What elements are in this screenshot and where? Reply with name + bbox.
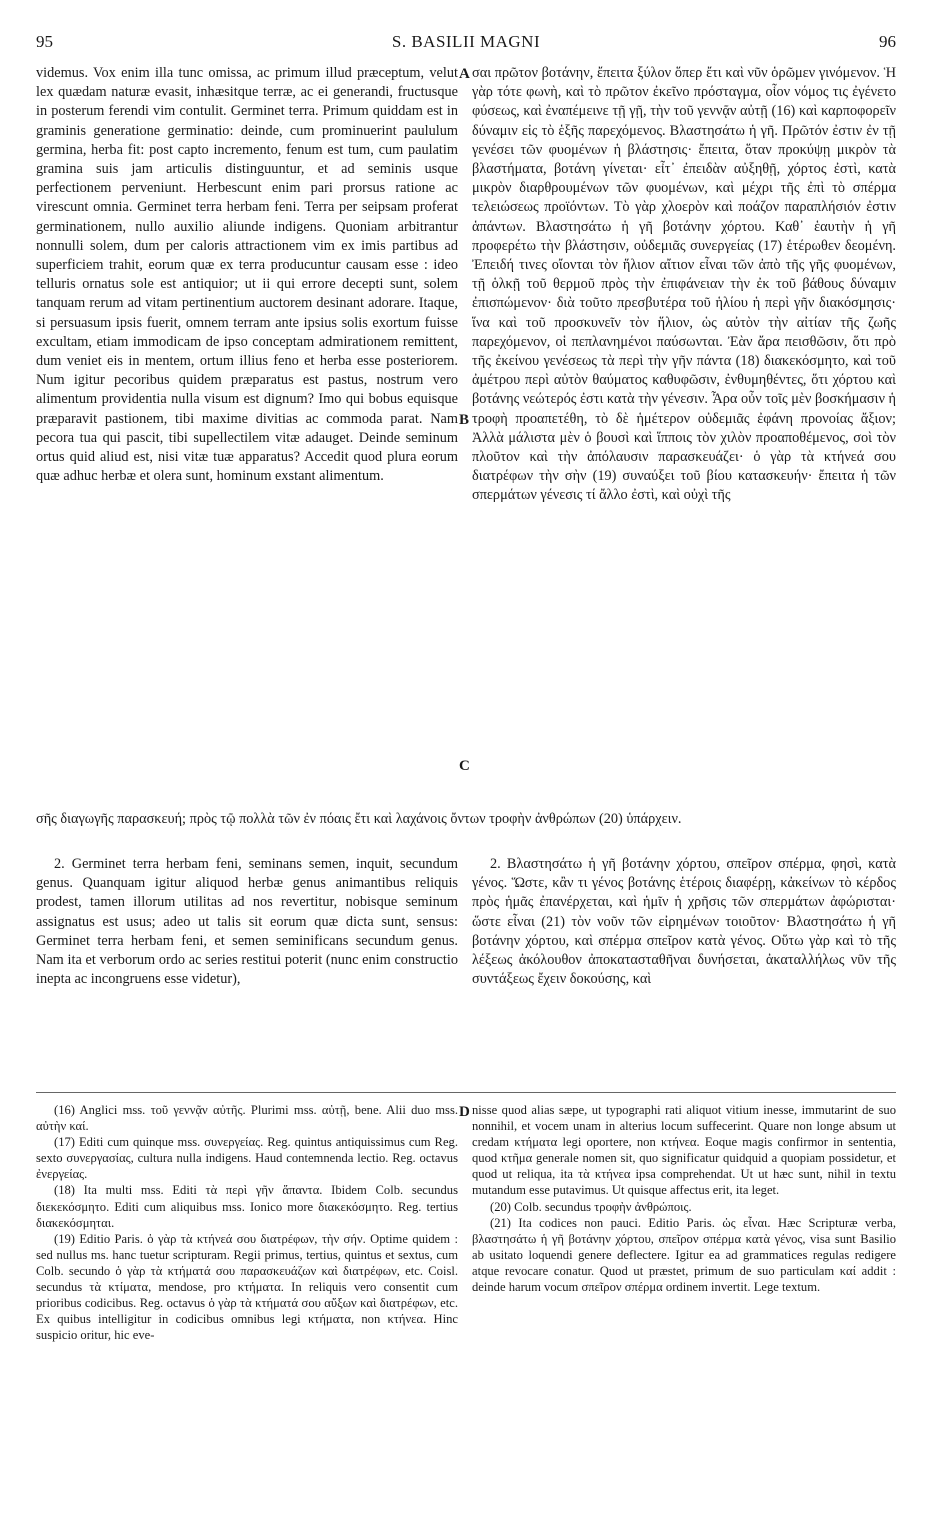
footnote-20: (20) Colb. secundus τροφὴν ἀνθρώποις. bbox=[490, 1199, 692, 1214]
latin-main-text: videmus. Vox enim illa tunc omissa, ac primum illud præceptum, velut lex quædam naturæ evasit, inhæsitque terræ, ac ei generandi, fructusque in posterum ferendi vim contulit. Germinet terra. Primum quiddam est in graminis generatione germinatio: deinde, cum prominuerint paululum germina, herba fit: post capto incremento, fenum est tum, cum paulatim gramina suis jam articulis distinguuntur, et ad seminis usque perfectionem perveniunt. Herbescunt enim pari prorsus ratione ac virescunt omnia. Germinet terra herbam feni. Terra per seipsam proferat germinationem, nullo auxilio aliunde indigens. Quoniam arbitrantur nonnulli solem, dum per caloris attractionem vim ex imis partibus ad superficiem trahit, eorum quæ ex terra producuntur causam esse : ideo telluris ornatus sole est antiquior; ut ii qui errore decepti sunt, solem tanquam rerum ad vitam pertinentium auctorem desinant adorare. Itaque, si persuasum ipsis fuerit, omnem terram ante ipsius solis exortum fuisse excultam, etiam immodicam de ipso conceptam admirationem remittent, dum veniet eis in mentem, ortum illius feno et herba esse posteriorem. Num igitur pecoribus quidem præparatus est pastus, nostrum vero alimentum providentia nulla visum est dignum? Imo qui bobus equisque præparavit pastionem, tibi maxime divitias ac commoda parat. Nam pecora tua qui pascit, tibi supellectilem vitæ adauget. Deinde seminum ortus quid aliud est, nisi vitæ tuæ apparatus? Accedit quod plura eorum quæ adhuc herbæ et olera sunt, hominum exstant alimentum. bbox=[36, 65, 458, 485]
margin-letter-b: B bbox=[459, 412, 470, 428]
page-number-left: 95 bbox=[36, 32, 53, 51]
footnote-19-continued: nisse quod alias sæpe, ut typographi rati aliquot vitium inesse, immutarint de suo nonnihil, et vocem unam in alterius locum suffecerint. Quare non longe absum ut credam κτήματα legi oportere, non κτήνεα. Eoque magis confirmor in sententia, quod κτῆμα generale nomen sit, quo significatur quidquid a quopiam possidetur, et quod ut reliqua, ita τὰ κτήνεα ipsa comprehendat. Ut ut hæc sunt, nihil in textu mutandum esse putavimus. Ut quisque affectus erit, ita leget. bbox=[472, 1103, 896, 1198]
margin-letter-c: C bbox=[459, 758, 470, 774]
footnote-17: (17) Editi cum quinque mss. συνεργείας. Reg. quintus antiquissimus cum Reg. sexto συνεργασίας, cultura nulla indigens. Haud contemnenda lectio. Reg. octavus ἐνεργείας. bbox=[36, 1135, 458, 1182]
page-number-right: 96 bbox=[879, 32, 896, 51]
footnote-18: (18) Ita multi mss. Editi τὰ περὶ γῆν ἅπαντα. Ibidem Colb. secundus διεκεκόσμητο. Editi cum aliquibus mss. Ionico more διακεκόσμητο. Reg. tertius διακεκόσμηται. bbox=[36, 1183, 458, 1230]
footnote-16: (16) Anglici mss. τοῦ γεννᾷν αὐτῆς. Plurimi mss. αὐτῇ, bene. Alii duo mss. αὐτὴν καί. bbox=[36, 1103, 458, 1134]
greek-continuation bbox=[36, 810, 896, 829]
greek-column-main bbox=[472, 64, 896, 506]
notes-divider bbox=[36, 1092, 896, 1093]
footnotes-left bbox=[36, 1102, 458, 1343]
latin-section-2-text: 2. Germinet terra herbam feni, seminans semen, inquit, secundum genus. Quanquam igitur aliquod herbæ genus animantibus reliquis prodest, tamen illorum utilitas ad nos revertitur, nobisque seminum assignatus est usus; adeo ut talis sit eorum quæ dicta sunt, sensus: Germinet terra herbam feni, et semen seminificans secundum genus. Nam ita et verborum ordo ac series restitui poterit (nunc enim constructio inepta ac incongruens esse videtur), bbox=[36, 856, 458, 988]
greek-continuation-text: σῆς διαγωγῆς παρασκευή; πρὸς τῷ πολλὰ τῶν ἐν πόαις ἔτι καὶ λαχάνοις ὄντων τροφὴν ἀνθρώπων (20) ὑπάρχειν. bbox=[36, 811, 682, 827]
greek-section-2-text: 2. Βλαστησάτω ἡ γῆ βοτάνην χόρτου, σπεῖρον σπέρμα, φησὶ, κατὰ γένος. Ὥστε, κἂν τι γένος βοτάνης ἑτέροις διαφέρῃ, κἀκείνων τὸ κέρδος πρὸς ἡμᾶς ἐπανέρχεται, καὶ ἡμῖν ἡ χρῆσις τῶν σπερμάτων ἀφώρισται· ὥστε εἶναι (21) τὸν νοῦν τῶν εἰρημένων τοιοῦτον· Βλαστησάτω ἡ γῆ βοτάνην χόρτου, καὶ σπέρμα σπεῖρον κατὰ γένος. Οὕτω γὰρ καὶ τὸ τῆς λέξεως ἀκόλουθον ἀποκατασταθῆναι δυνήσεται, ἀκαταλλήλως νῦν τῆς συντάξεως ἔχειν δοκούσης, καὶ bbox=[472, 856, 896, 988]
greek-main-text: σαι πρῶτον βοτάνην, ἔπειτα ξύλον ὅπερ ἔτι καὶ νῦν ὁρῶμεν γινόμενον. Ἡ γὰρ τότε φωνὴ, καὶ τὸ πρῶτον ἐκεῖνο πρόσταγμα, οἷον νόμος τις ἐγένετο φύσεως, καὶ ἐναπέμεινε τῇ γῇ, τὴν τοῦ γεννᾷν αὐτῇ (16) καὶ καρποφορεῖν δύναμιν εἰς τὸ ἑξῆς παρεχόμενος. Βλαστησάτω ἡ γῆ. Πρῶτόν ἐστιν ἐν τῇ γενέσει τῶν φυομένων ἡ βλάστησις· ἔπειτα, ὅταν προκύψῃ μικρὸν τὰ βλαστήματα, βοτάνη γίνεται· εἶτ᾽ ἐπειδὰν αὐξηθῇ, χόρτος ἐστὶ, κατὰ μικρὸν διαρθρουμένων τῶν φυομένων, καὶ μέχρι τῆς ἐπὶ τὸ σπέρμα τελειώσεως προϊόντων. Τὸ γὰρ χλοερὸν καὶ ποάζον παραπλήσιόν ἐστιν ἁπάντων. Βλαστησάτω ἡ γῆ βοτάνην χόρτου. Καθ᾽ ἑαυτὴν ἡ γῆ προφερέτω τὴν βλάστησιν, οὐδεμιᾶς συνεργείας (17) ἑτέρωθεν δεομένη. Ἐπειδή τινες οἴονται τὸν ἥλιον αἴτιον εἶναι τῶν ἀπὸ τῆς γῆς φυομένων, τῇ ὁλκῇ τοῦ θερμοῦ πρὸς τὴν ἐπιφάνειαν τὴν ἐκ τοῦ βάθους δύναμιν ἐπισπώμενον· διὰ τοῦτο πρεσβυτέρα τοῦ ἡλίου ἡ περὶ γῆν διακόσμησις· ἵνα καὶ τοῦ προσκυνεῖν τὸν ἥλιον, ὡς αὐτὸν τὴν αἰτίαν τῆς ζωῆς παρεχόμενον, οἱ πεπλανημένοι παύσωνται. Ἐὰν ἄρα πεισθῶσιν, ὅτι πρὸ τῆς ἐκείνου γενέσεως τὰ περὶ τὴν γῆν πάντα (18) διακεκόσμητο, καὶ τοῦ ἀμέτρου περὶ αὐτὸν θαύματος καθυφῶσιν, ἐνθυμηθέντες, ὅτι χόρτου καὶ βοτάνης νεώτερός ἐστι κατὰ τὴν γένεσιν. Ἆρα οὖν τοῖς μὲν βοσκήμασιν ἡ τροφὴ προαπετέθη, τὸ δὲ ἡμέτερον οὐδεμιᾶς ἐφάνη προνοίας ἄξιον; Ἀλλὰ μάλιστα μὲν ὁ βουσὶ καὶ ἵπποις τὸν χιλὸν προαποθέμενος, σοὶ τὸν πλοῦτον καὶ τὴν ἀπόλαυσιν παρασκευάζει· ὁ γὰρ τὰ κτήνεά σου διατρέφων τὴν σὴν (19) συναύξει τοῦ βίου κατασκευήν· ἔπειτα ἡ τῶν σπερμάτων γένεσις τί ἄλλο ἐστὶ, καὶ οὐχὶ τῆς bbox=[472, 65, 896, 504]
page-header bbox=[36, 32, 896, 58]
greek-section-2 bbox=[472, 855, 896, 989]
footnote-19: (19) Editio Paris. ὁ γὰρ τὰ κτήνεά σου διατρέφων, τὴν σήν. Optime quidem : sed nullus ms. hanc tuetur scripturam. Regii primus, tertius, quintus et sextus, cum Colb. secundo ὁ γὰρ τὰ κτήματά σου παρασκευάζων καὶ διατρέφων, etc. Coisl. secundus τὰ κτίματα, mendose, pro κτήματα. In reliquis vero consentit cum prioribus codicibus. Reg. octavus ὁ γὰρ τὰ κτήματά σου αὔξων καὶ διατρέφων, etc. Ex quibus intelligitur in codicibus omnibus legi κτήματα, non κτήνεα. Hinc suspicio oritur, hic eve- bbox=[36, 1231, 458, 1343]
margin-letter-a: A bbox=[459, 66, 470, 82]
latin-column-main bbox=[36, 64, 458, 486]
running-title: S. BASILII MAGNI bbox=[391, 32, 541, 51]
footnote-21: (21) Ita codices non pauci. Editio Paris. ὡς εἶναι. Hæc Scripturæ verba, βλαστησάτω ἡ γῆ βοτάνην χόρτου, σπεῖρον σπέρμα κατὰ γένος, visa sunt Basilio ab usitato loquendi genere deflectere. Igitur ea ad grammatices regulas redigere atque revocare conatur. Quod ut præstet, primum de suo particulam καί addit : deinde harum vocum σπεῖρον σπέρμα ordinem invertit. Lege textum. bbox=[472, 1215, 896, 1295]
latin-section-2 bbox=[36, 855, 458, 989]
margin-letter-d: D bbox=[459, 1104, 470, 1120]
footnotes-right bbox=[472, 1102, 896, 1295]
